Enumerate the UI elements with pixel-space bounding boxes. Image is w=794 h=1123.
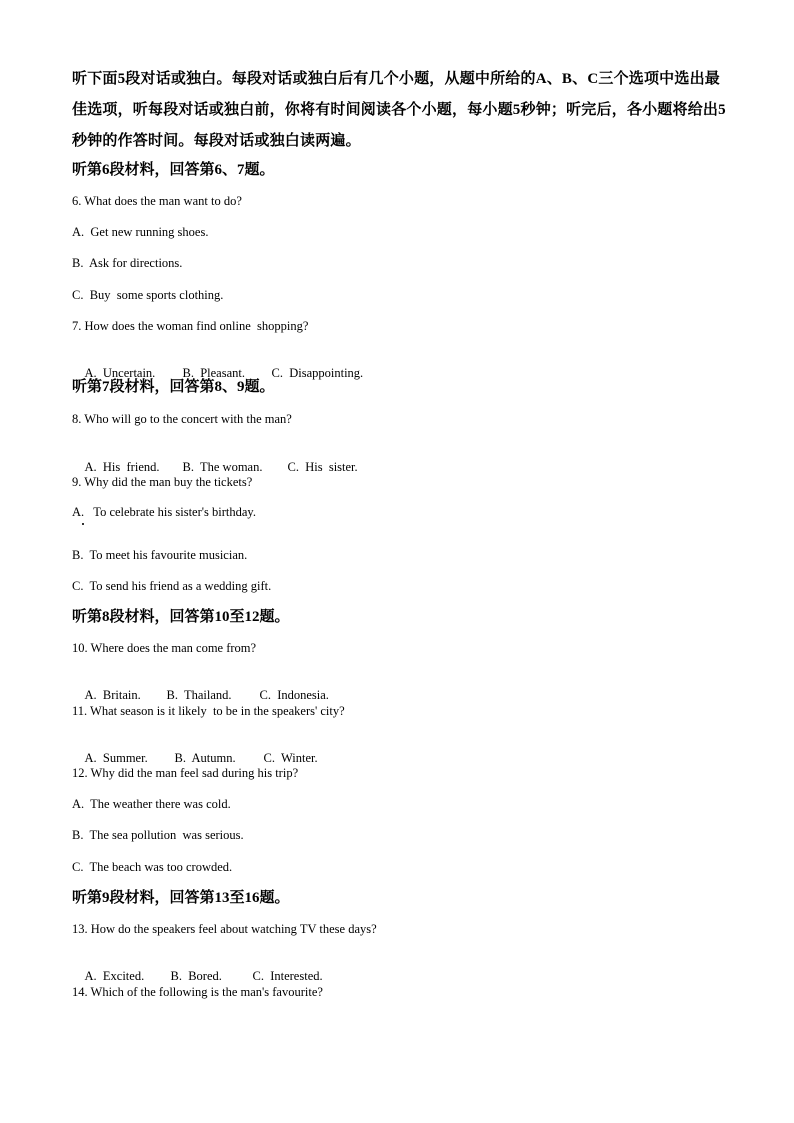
question-6-option-b: B. Ask for directions. (72, 256, 183, 270)
question-13-option-a: A. Excited. (84, 969, 145, 983)
question-14: 14. Which of the following is the man's favourite? (72, 985, 323, 999)
question-8-option-c: C. His sister. (287, 460, 358, 474)
question-8: 8. Who will go to the concert with the man? (72, 412, 292, 426)
section-heading-8: 听第8段材料，回答第10至12题。 (72, 609, 290, 625)
section-heading-7: 听第7段材料，回答第8、9题。 (72, 379, 275, 395)
stray-dot-mark (82, 523, 84, 525)
question-9: 9. Why did the man buy the tickets? (72, 475, 253, 489)
question-12: 12. Why did the man feel sad during his trip? (72, 766, 299, 780)
question-13: 13. How do the speakers feel about watching TV these days? (72, 922, 377, 936)
question-8-option-b: B. The woman. (182, 460, 263, 474)
question-8-option-a: A. His friend. (84, 460, 160, 474)
question-7: 7. How does the woman find online shopping? (72, 319, 309, 333)
question-11: 11. What season is it likely to be in the speakers' city? (72, 704, 345, 718)
question-11-option-a: A. Summer. (84, 751, 148, 765)
question-7-option-b: B. Pleasant. (182, 366, 245, 380)
question-10: 10. Where does the man come from? (72, 641, 257, 655)
question-9-option-b: B. To meet his favourite musician. (72, 548, 248, 562)
question-7-option-c: C. Disappointing. (271, 366, 364, 380)
question-10-option-c: C. Indonesia. (259, 688, 329, 702)
section-heading-9: 听第9段材料，回答第13至16题。 (72, 890, 290, 906)
question-10-option-b: B. Thailand. (166, 688, 232, 702)
question-6-option-c: C. Buy some sports clothing. (72, 288, 224, 302)
question-6: 6. What does the man want to do? (72, 194, 242, 208)
question-12-option-b: B. The sea pollution was serious. (72, 828, 244, 842)
question-10-option-a: A. Britain. (84, 688, 141, 702)
question-12-option-a: A. The weather there was cold. (72, 797, 231, 811)
question-13-option-c: C. Interested. (252, 969, 323, 983)
section-heading-6: 听第6段材料，回答第6、7题。 (72, 162, 275, 178)
question-11-option-b: B. Autumn. (174, 751, 236, 765)
question-9-option-c: C. To send his friend as a wedding gift. (72, 579, 272, 593)
question-7-option-a: A. Uncertain. (84, 366, 156, 380)
question-12-option-c: C. The beach was too crowded. (72, 860, 233, 874)
listening-instructions: 听下面5段对话或独白。每段对话或独白后有几个小题，从题中所给的A、B、C三个选项中选出最佳选项，听每段对话或独白前，你将有时间阅读各个小题，每小题5秒钟；听完后，各小题将给出5秒钟的作答时间。每段对话或独白读两遍。 (72, 71, 726, 149)
question-9-option-a: A. To celebrate his sister's birthday. (72, 505, 256, 519)
question-13-option-b: B. Bored. (170, 969, 222, 983)
question-11-option-c: C. Winter. (263, 751, 318, 765)
question-6-option-a: A. Get new running shoes. (72, 225, 209, 239)
